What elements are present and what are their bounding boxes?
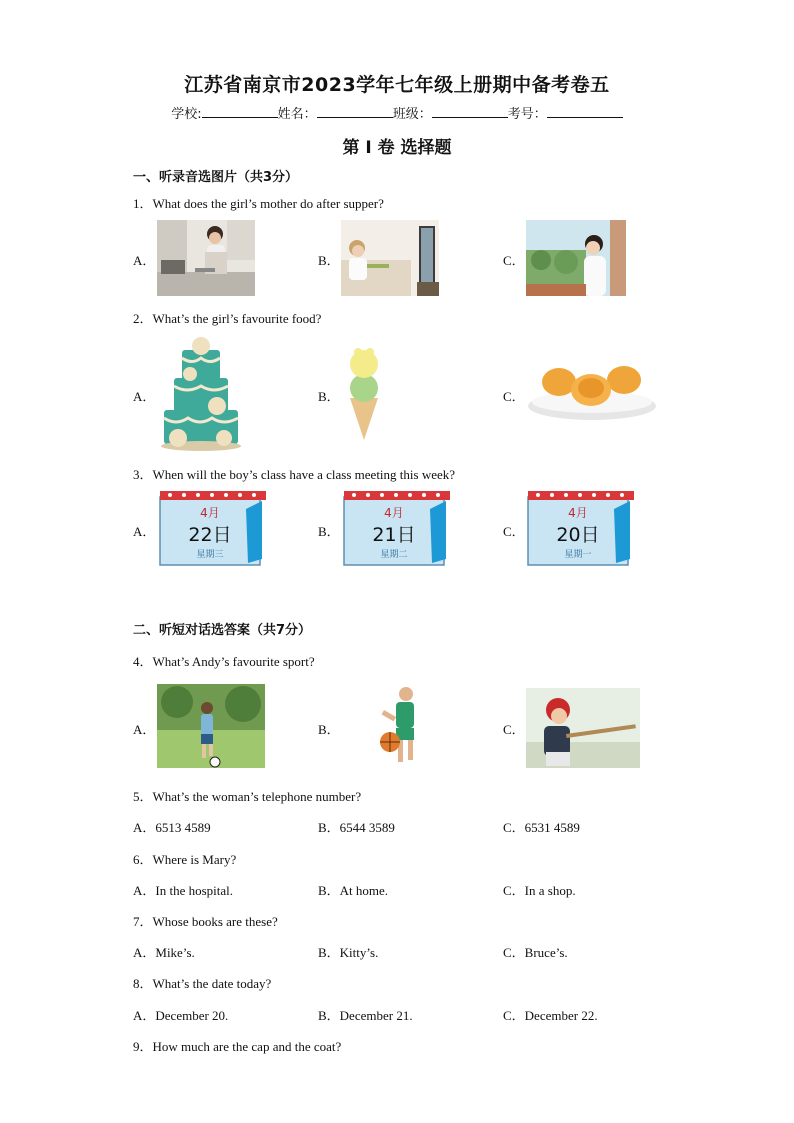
section1-title: 一、听录音选图片（共3分） — [133, 170, 299, 185]
q1-option-b-label: B． — [318, 253, 340, 268]
q3-calendar-a-month: 4月 — [200, 506, 220, 520]
q1-text: 1．What does the girl’s mother do after supper? — [133, 196, 384, 211]
q8-option-c[interactable]: C．December 22. — [503, 1008, 598, 1023]
q4-text: 4．What’s Andy’s favourite sport? — [133, 654, 315, 669]
name-label: 姓名： — [277, 107, 317, 122]
part-title: 第 I 卷 选择题 — [342, 138, 452, 158]
q4-image-basketball[interactable] — [370, 684, 432, 770]
q3-calendar-c-day: 20日 — [556, 524, 600, 546]
q7-text: 7．Whose books are these? — [133, 914, 278, 929]
school-blank[interactable] — [202, 105, 278, 118]
q7-option-c[interactable]: C．Bruce’s. — [503, 945, 568, 960]
q5-option-b[interactable]: B．6544 3589 — [318, 820, 395, 835]
q8-option-a[interactable]: A．December 20. — [133, 1008, 229, 1023]
q3-option-a-label: A． — [133, 524, 156, 539]
number-blank[interactable] — [547, 105, 623, 118]
q3-option-c-label: C． — [503, 524, 525, 539]
q6-option-c[interactable]: C．In a shop. — [503, 883, 576, 898]
q2-option-c-label: C． — [503, 389, 525, 404]
q1-option-c-label: C． — [503, 253, 525, 268]
exam-title: 江苏省南京市2023学年七年级上册期中备考卷五 — [184, 74, 610, 96]
q2-image-ice-cream[interactable] — [342, 344, 386, 442]
q5-option-c[interactable]: C．6531 4589 — [503, 820, 580, 835]
q2-option-b-label: B． — [318, 389, 340, 404]
q6-text: 6．Where is Mary? — [133, 852, 237, 867]
number-label: 考号： — [507, 107, 547, 122]
q4-option-b-label: B． — [318, 722, 340, 737]
q3-calendar-b-month: 4月 — [384, 506, 404, 520]
q3-calendar-c-weekday: 星期一 — [564, 550, 592, 560]
class-label: 班级： — [392, 107, 432, 122]
q2-option-a-label: A． — [133, 389, 156, 404]
q5-option-a[interactable]: A．6513 4589 — [133, 820, 211, 835]
q3-calendar-c[interactable] — [526, 489, 634, 567]
class-blank[interactable] — [432, 105, 508, 118]
q3-calendar-c-month: 4月 — [568, 506, 588, 520]
q5-text: 5．What’s the woman’s telephone number? — [133, 789, 362, 804]
q7-option-a[interactable]: A．Mike’s. — [133, 945, 195, 960]
q4-image-baseball[interactable] — [526, 688, 640, 768]
q4-image-football[interactable] — [157, 684, 265, 768]
q6-option-b[interactable]: B．At home. — [318, 883, 389, 898]
q8-text: 8．What’s the date today? — [133, 976, 272, 991]
q3-calendar-b-day: 21日 — [372, 524, 416, 546]
section2-title: 二、听短对话选答案（共7分） — [133, 623, 312, 638]
q3-option-b-label: B． — [318, 524, 340, 539]
q3-calendar-b[interactable] — [342, 489, 450, 567]
q4-option-c-label: C． — [503, 722, 525, 737]
q3-text: 3．When will the boy’s class have a class meeting this week? — [133, 467, 456, 482]
q2-image-mooncakes[interactable] — [527, 360, 657, 422]
school-label: 学校: — [171, 107, 202, 122]
q4-option-a-label: A． — [133, 722, 156, 737]
q1-image-cooking[interactable] — [157, 220, 255, 296]
q2-image-cake[interactable] — [160, 334, 242, 452]
q1-image-watching-tv[interactable] — [341, 220, 439, 296]
q3-calendar-a-day: 22日 — [188, 524, 232, 546]
q7-option-b[interactable]: B．Kitty’s. — [318, 945, 379, 960]
q8-option-b[interactable]: B．December 21. — [318, 1008, 413, 1023]
q3-calendar-a[interactable] — [158, 489, 266, 567]
q3-calendar-a-weekday: 星期三 — [196, 550, 224, 560]
q6-option-a[interactable]: A．In the hospital. — [133, 883, 234, 898]
q3-calendar-b-weekday: 星期二 — [380, 550, 408, 560]
q1-image-drinking-tea[interactable] — [526, 220, 626, 296]
q1-option-a-label: A． — [133, 253, 156, 268]
q9-text: 9．How much are the cap and the coat? — [133, 1039, 342, 1054]
name-blank[interactable] — [317, 105, 393, 118]
q2-text: 2．What’s the girl’s favourite food? — [133, 311, 322, 326]
student-info-line — [0, 103, 794, 122]
